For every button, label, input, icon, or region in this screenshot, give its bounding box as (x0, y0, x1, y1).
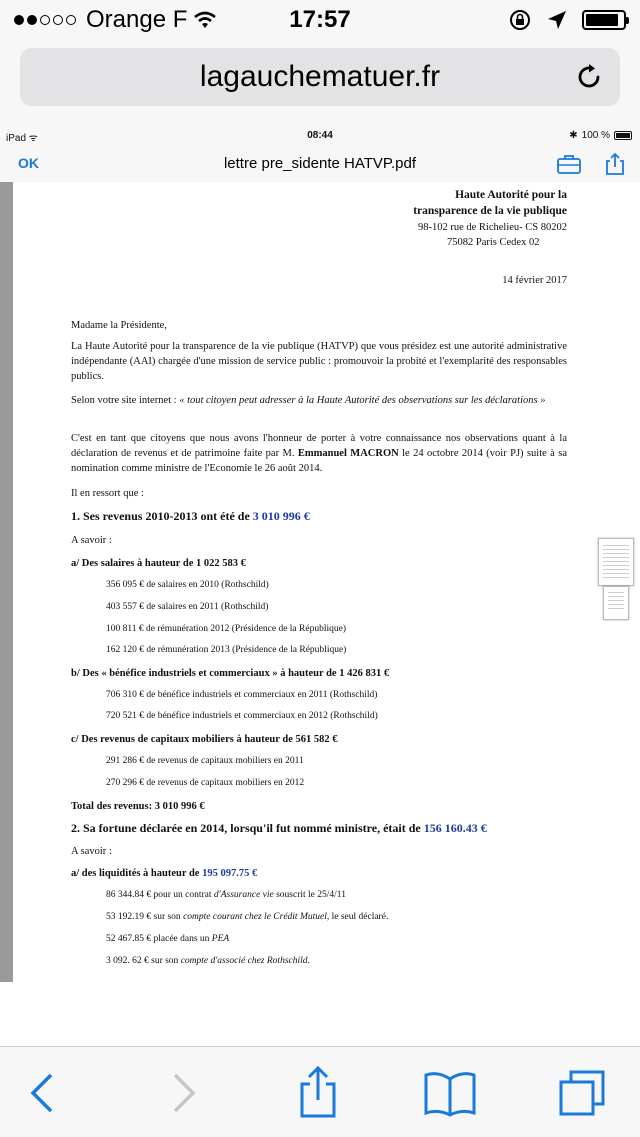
pdf-page (13, 182, 591, 982)
url-text[interactable]: lagauchematuer.fr (199, 60, 441, 93)
forward-button[interactable] (154, 1063, 214, 1123)
list-item: 706 310 € de bénéfice industriels et commerciaux en 2011 (Rothschild) (106, 690, 378, 700)
location-icon (546, 9, 568, 31)
page-thumbnail-1[interactable] (598, 538, 634, 586)
reload-icon[interactable] (572, 60, 606, 94)
carrier-group (14, 6, 217, 34)
browser-address-bar (0, 40, 640, 126)
list-item: 356 095 € de salaires en 2010 (Rothschild) (106, 580, 269, 590)
bic-title: b/ Des « bénéfice industriels et commerciaux » à hauteur de 1 426 831 € (71, 668, 390, 679)
chevron-right-icon (169, 1071, 199, 1115)
ok-button[interactable]: OK (18, 155, 39, 171)
paragraph-1: La Haute Autorité pour la transparence de la vie publique (HATVP) que vous présidez est une autorité administrative indépendante (AAI) chargée d'une mission de service public : promouvoir la probité et l'exemplarité des responsables publics. (71, 341, 567, 382)
list-item: 291 286 € de revenus de capitaux mobiliers en 2011 (106, 756, 304, 766)
paragraph-4: Il en ressort que : (71, 488, 144, 499)
browser-toolbar (0, 1046, 640, 1137)
url-field[interactable] (20, 48, 620, 106)
ipad-status-bar (0, 126, 640, 146)
capital-income-title: c/ Des revenus de capitaux mobiliers à hauteur de 561 582 € (71, 734, 338, 745)
list-item: 52 467.85 € placée dans un PEA (106, 934, 230, 944)
carrier-label: Orange F (86, 6, 188, 33)
section-2-title: 2. Sa fortune déclarée en 2014, lorsqu'il fut nommé ministre, était de 156 160.43 € (71, 821, 487, 835)
wifi-icon: ᯤ (28, 133, 38, 144)
pdf-document-area[interactable] (0, 182, 640, 982)
page-thumbnail-2[interactable] (603, 586, 629, 620)
signal-strength-icon (14, 15, 76, 25)
share-icon (296, 1066, 340, 1120)
a-savoir-1: A savoir : (71, 535, 112, 546)
device-label: iPad ᯤ (6, 133, 38, 144)
ipad-clock: 08:44 (307, 130, 333, 141)
list-item: 86 344.84 € pour un contrat d'Assurance vie souscrit le 25/4/11 (106, 890, 346, 900)
page-content (0, 126, 640, 1046)
battery-icon (614, 131, 632, 140)
page-thumbnails (591, 182, 640, 982)
pdf-toolbar (0, 146, 640, 183)
recipient-line-3: 98-102 rue de Richelieu- CS 80202 (417, 222, 567, 233)
chevron-left-icon (27, 1071, 57, 1115)
salutation: Madame la Présidente, (71, 320, 167, 331)
recipient-line-2: transparence de la vie publique (413, 205, 567, 217)
page-blank-area (0, 982, 640, 1046)
wifi-icon (193, 10, 217, 30)
tabs-icon (557, 1068, 607, 1118)
back-button[interactable] (12, 1063, 72, 1123)
paragraph-3: C'est en tant que citoyens que nous avons l'honneur de porter à votre connaissance nos observations quant à la déclaration de revenus et de patrimoine faite par M. Emmanuel MACRON le 24 octobre 2014 (voir PJ) suite à sa nomination comme ministre de l'Economie le 26 août 2014. (71, 433, 567, 474)
salaries-title: a/ Des salaires à hauteur de 1 022 583 € (71, 558, 246, 569)
status-bar (0, 0, 640, 40)
rotation-lock-icon (508, 8, 532, 32)
list-item: 53 192.19 € sur son compte courant chez le Crédit Mutuel, le seul déclaré. (106, 912, 389, 922)
toolbox-icon[interactable] (556, 152, 582, 176)
share-button[interactable] (288, 1063, 348, 1123)
a-savoir-2: A savoir : (71, 846, 112, 857)
pdf-title: lettre pre_sidente HATVP.pdf (223, 155, 417, 172)
battery-icon (582, 10, 626, 30)
recipient-line-4: 75082 Paris Cedex 02 (447, 237, 540, 248)
list-item: 403 557 € de salaires en 2011 (Rothschild) (106, 602, 269, 612)
book-icon (422, 1069, 478, 1117)
list-item: 720 521 € de bénéfice industriels et commerciaux en 2012 (Rothschild) (106, 711, 378, 721)
bluetooth-icon: ✱ (569, 130, 578, 141)
clock: 17:57 (289, 6, 351, 33)
list-item: 3 092. 62 € sur son compte d'associé chez Rothschild. (106, 956, 310, 966)
paragraph-2: Selon votre site internet : « tout citoyen peut adresser à la Haute Autorité des observations sur les déclarations » (71, 395, 546, 406)
bookmarks-button[interactable] (420, 1063, 480, 1123)
list-item: 270 296 € de revenus de capitaux mobiliers en 2012 (106, 778, 305, 788)
section-1-title: 1. Ses revenus 2010-2013 ont été de 3 010 996 € (71, 509, 310, 523)
letter-date: 14 février 2017 (502, 275, 567, 286)
share-icon[interactable] (602, 152, 628, 176)
list-item: 162 120 € de rémunération 2013 (Présidence de la République) (106, 645, 347, 655)
tabs-button[interactable] (552, 1063, 612, 1123)
income-total: Total des revenus: 3 010 996 € (71, 801, 205, 812)
list-item: 100 811 € de rémunération 2012 (Présidence de la République) (106, 624, 346, 634)
battery-label: 100 % (581, 130, 610, 141)
recipient-line-1: Haute Autorité pour la (455, 189, 567, 201)
liquidity-title: a/ des liquidités à hauteur de 195 097.75 € (71, 868, 258, 879)
